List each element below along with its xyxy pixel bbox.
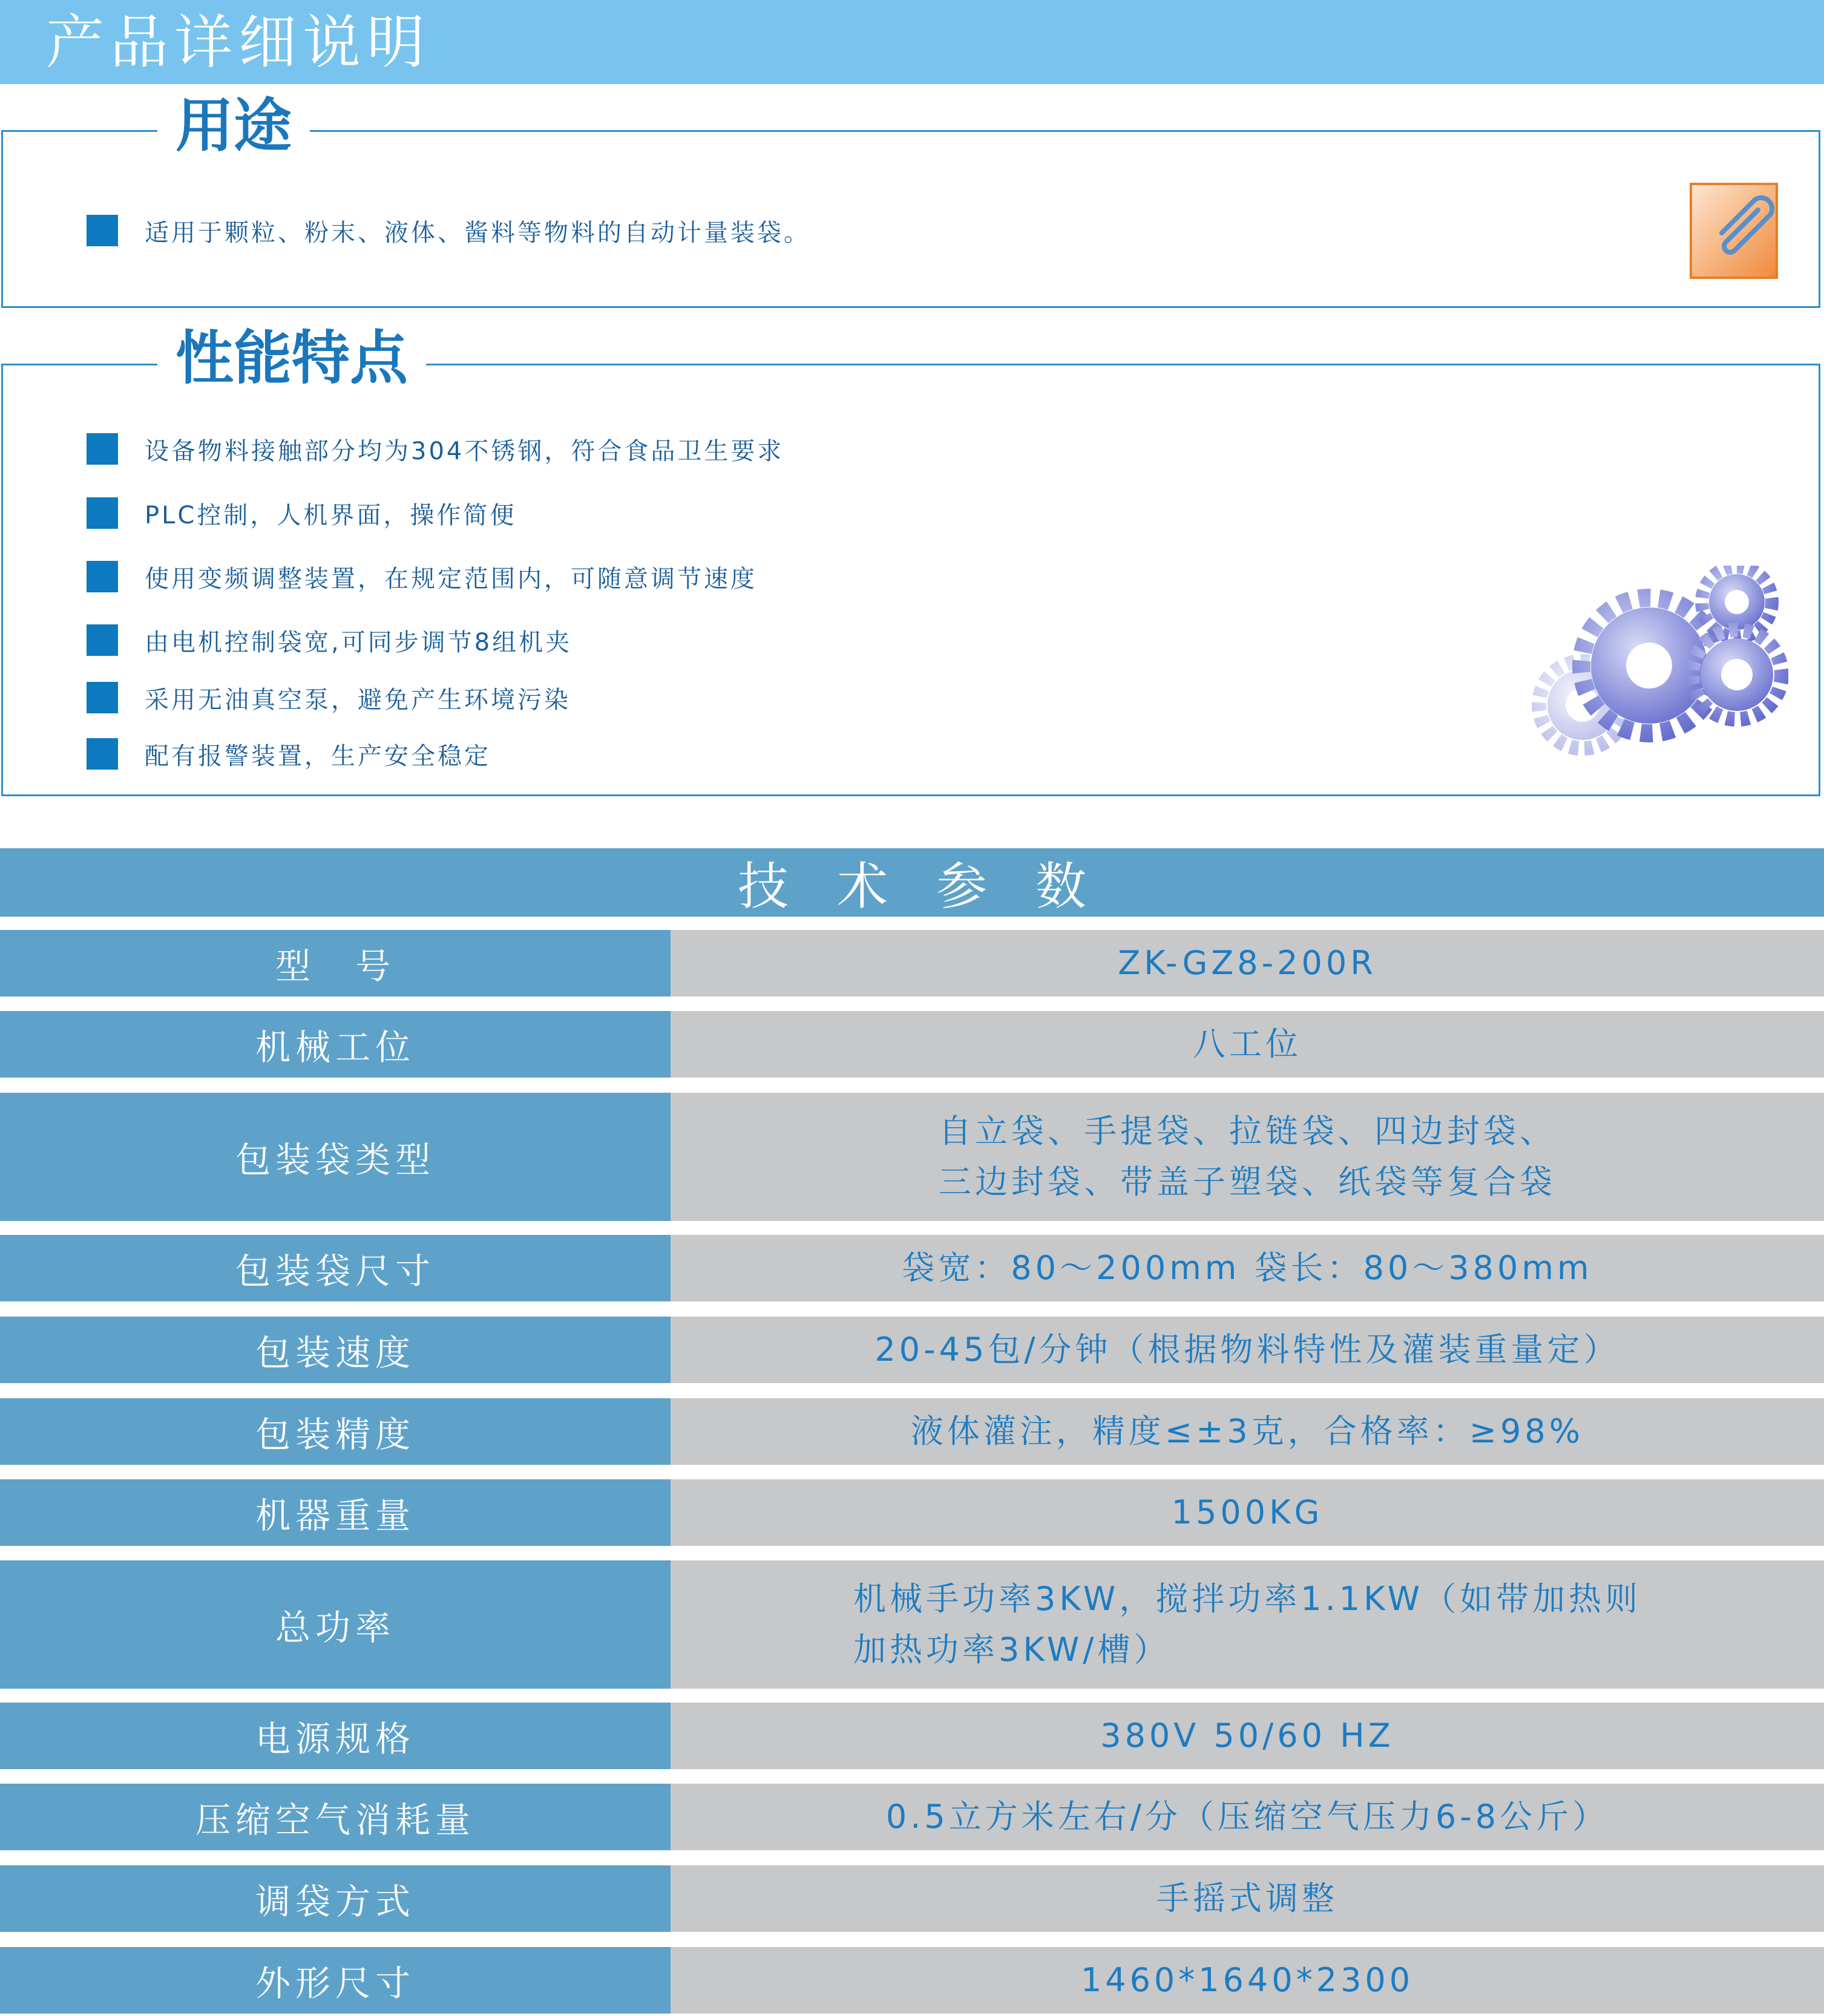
- usage-item: [87, 215, 810, 246]
- param-value-line: ZK-GZ8-200R: [1118, 944, 1377, 982]
- param-value: [671, 1560, 1824, 1689]
- feature-item-text: 使用变频调整装置，在规定范围内，可随意调节速度: [145, 565, 757, 593]
- param-row: [0, 1479, 1824, 1546]
- param-label: 包装精度: [0, 1398, 671, 1465]
- param-label: 包装速度: [0, 1317, 671, 1383]
- feature-item-text: PLC控制，人机界面，操作简便: [145, 501, 517, 529]
- param-row: [0, 1703, 1824, 1769]
- param-value: [671, 1784, 1824, 1850]
- param-value-line: 1500KG: [1171, 1493, 1324, 1531]
- param-value: [671, 930, 1824, 997]
- param-value-line: 20-45包/分钟（根据物料特性及灌装重量定）: [874, 1330, 1620, 1369]
- param-value-line: 1460*1640*2300: [1080, 1961, 1414, 1999]
- param-value-line: 液体灌注，精度≤±3克，合格率：≥98%: [910, 1412, 1584, 1450]
- param-value-line: 袋宽：80～200mm 袋长：80～380mm: [902, 1249, 1593, 1287]
- bullet-square-icon: [87, 682, 118, 713]
- param-label: 压缩空气消耗量: [0, 1784, 671, 1850]
- bullet-square-icon: [87, 738, 118, 770]
- feature-item-text: 设备物料接触部分均为304不锈钢，符合食品卫生要求: [145, 437, 784, 465]
- bullet-square-icon: [87, 561, 118, 592]
- params-title: 技术参数: [737, 857, 1135, 916]
- feature-item-text: 采用无油真空泵，避免产生环境污染: [145, 686, 571, 714]
- param-value: [671, 1011, 1824, 1078]
- param-value: [671, 1235, 1824, 1301]
- param-row: [0, 1317, 1824, 1383]
- param-row: [0, 1235, 1824, 1301]
- bullet-square-icon: [87, 215, 118, 246]
- feature-item: [87, 738, 491, 770]
- param-value: [671, 1398, 1824, 1465]
- feature-item: [87, 561, 757, 592]
- features-title: 性能特点: [157, 322, 426, 394]
- param-value: [671, 1317, 1824, 1383]
- param-value-line: 加热功率3KW/槽）: [853, 1631, 1170, 1669]
- params-title-bar: [0, 848, 1824, 917]
- usage-section: [1, 91, 1820, 308]
- param-row: [0, 1011, 1824, 1078]
- feature-item: [87, 682, 571, 713]
- feature-item: [87, 433, 784, 465]
- param-value: [671, 1865, 1824, 1932]
- param-label: 总功率: [0, 1560, 671, 1689]
- param-value: [671, 1947, 1824, 2014]
- param-row: [0, 1784, 1824, 1850]
- param-value-line: 380V 50/60 HZ: [1100, 1717, 1394, 1755]
- param-value: [671, 1703, 1824, 1769]
- param-label: 包装袋尺寸: [0, 1235, 671, 1301]
- param-value-line: 机械手功率3KW，搅拌功率1.1KW（如带加热则: [853, 1580, 1641, 1618]
- param-row: [0, 1560, 1824, 1689]
- param-row: [0, 1865, 1824, 1932]
- param-row: [0, 1093, 1824, 1221]
- param-value-line: 三边封袋、带盖子塑袋、纸袋等复合袋: [939, 1163, 1556, 1201]
- feature-item-text: 配有报警装置，生产安全稳定: [145, 742, 491, 770]
- param-value-line: 手摇式调整: [1156, 1879, 1338, 1917]
- gears-icon: [1528, 566, 1788, 762]
- feature-item: [87, 624, 572, 656]
- param-row: [0, 1947, 1824, 2014]
- param-label: 机械工位: [0, 1011, 671, 1078]
- param-label: 电源规格: [0, 1703, 671, 1769]
- feature-item-text: 由电机控制袋宽,可同步调节8组机夹: [145, 628, 572, 656]
- header-bar: [0, 0, 1824, 84]
- param-row: [0, 930, 1824, 997]
- param-value-line: 八工位: [1193, 1025, 1302, 1063]
- paperclip-note-icon: [1688, 182, 1785, 287]
- bullet-square-icon: [87, 433, 118, 465]
- param-label: 外形尺寸: [0, 1947, 671, 2014]
- usage-title: 用途: [157, 90, 310, 162]
- feature-item: [87, 497, 516, 529]
- param-label: 型 号: [0, 930, 671, 997]
- bullet-square-icon: [87, 497, 118, 529]
- param-label: 机器重量: [0, 1479, 671, 1546]
- param-row: [0, 1398, 1824, 1465]
- param-value-line: 自立袋、手提袋、拉链袋、四边封袋、: [939, 1112, 1556, 1150]
- param-label: 调袋方式: [0, 1865, 671, 1932]
- param-label: 包装袋类型: [0, 1093, 671, 1221]
- page-title: 产品详细说明: [46, 8, 431, 76]
- param-value-line: 0.5立方米左右/分（压缩空气压力6-8公斤）: [885, 1798, 1609, 1836]
- bullet-square-icon: [87, 624, 118, 656]
- param-value: [671, 1093, 1824, 1221]
- usage-item-text: 适用于颗粒、粉末、液体、酱料等物料的自动计量装袋。: [145, 218, 810, 247]
- param-value: [671, 1479, 1824, 1546]
